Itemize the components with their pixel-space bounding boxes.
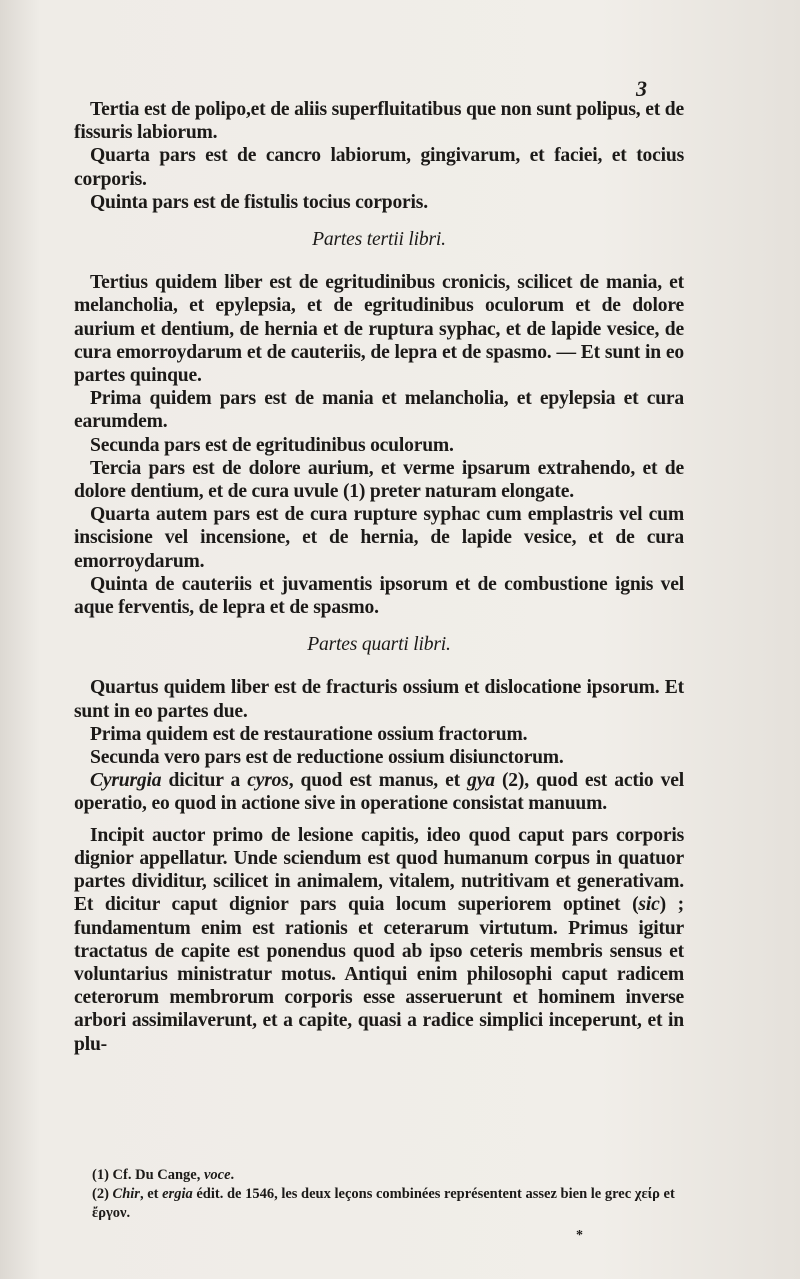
section-title-book3: Partes tertii libri.: [312, 229, 446, 251]
page-number: 3: [636, 76, 647, 101]
ergia-word: ergia: [162, 1186, 193, 1202]
book3-part1: Prima quidem pars est de mania et melancholia, et epylepsia et cura earumdem.: [74, 388, 684, 433]
cyrurgia-paragraph: [74, 769, 684, 815]
book3-intro: Tertius quidem liber est de egritudinibus cronicis, scilicet de mania, et melancholia, et epylepsia, et de egritudinibus oculorum et de dolore aurium et dentium, de hernia et de ruptura syphac, et de lapide vesice, de cura emorroydarum et de cauteriis, de lepra et de spasmo. — Et sunt in eo partes quinque.: [74, 272, 684, 387]
cyrurgia-text-2: , quod est manus, et: [288, 770, 468, 792]
book3-part2: Secunda pars est de egritudinibus oculorum.: [90, 434, 454, 456]
footnote-1-text: Cf. Du Cange,: [108, 1167, 204, 1183]
book4-intro: Quartus quidem liber est de fracturis ossium et dislocatione ipsorum. Et sunt in eo partes due.: [74, 677, 684, 722]
book3-part5: Quinta de cauteriis et juvamentis ipsorum et de combustione ignis vel aque ferventis, de lepra et de spasmo.: [74, 573, 684, 619]
cyrurgia-word: Cyrurgia: [90, 770, 162, 792]
cyros-word: cyros: [247, 770, 289, 792]
footnote-1-end: .: [230, 1167, 235, 1183]
footnote-1: [92, 1166, 692, 1185]
footnote-1-number: (1): [92, 1167, 109, 1183]
book3-part4: Quarta autem pars est de cura rupture syphac cum emplastris vel cum inscisione vel incensione, et de hernia, de lapide vesice, et de cura emorroydarum.: [74, 504, 684, 572]
sic-word: sic: [638, 894, 660, 916]
incipit-text-2: ) ; fundamentum enim est rationis et ceterarum virtutum. Primus igitur tractatus de capite est ponendus quod ab ipso ceteris membris sensus et voluntarius ministratur motus. Antiqui enim philosophi caput radicem ceterorum membrorum corporis esse asseruerunt et hominem inverse arbori assimilaverunt, et a capite, quasi a radice simplici inceperunt, et in plu-: [74, 894, 684, 1055]
gya-word: gya: [467, 770, 495, 792]
signature-mark: *: [576, 1228, 583, 1243]
book3-part3: Tercia pars est de dolore aurium, et verme ipsarum extrahendo, et de dolore dentium, et de cura uvule (1) preter naturam elongate.: [74, 457, 684, 503]
book4-part1: Prima quidem est de restauratione ossium fractorum.: [90, 723, 528, 745]
section-title-book4: Partes quarti libri.: [307, 634, 451, 656]
footnotes: [92, 1166, 692, 1223]
book4-part2: Secunda vero pars est de reductione ossium disiunctorum.: [90, 747, 564, 769]
cyrurgia-text-1: dicitur a: [161, 770, 248, 792]
footnote-2-end: .: [126, 1205, 131, 1221]
paragraph-tertia: Tertia est de polipo,et de aliis superfluitatibus que non sunt polipus, et de fissuris labiorum.: [74, 99, 684, 144]
paragraph-quinta: Quinta pars est de fistulis tocius corporis.: [90, 191, 428, 213]
greek-words: χείρ et ἔργον: [92, 1186, 675, 1221]
footnote-2: [92, 1185, 692, 1223]
chir-word: Chir: [112, 1186, 140, 1202]
paragraph-quarta: Quarta pars est de cancro labiorum, gingivarum, et faciei, et tocius corporis.: [74, 145, 684, 190]
main-text: [74, 98, 684, 1056]
footnote-1-italic: voce: [203, 1167, 231, 1183]
footnote-2-text-2: édit. de 1546, les deux leçons combinées représentent assez bien le grec: [192, 1186, 635, 1202]
incipit-text-1: Incipit auctor primo de lesione capitis, ideo quod caput pars corporis dignior appellatur. Unde sciendum est quod humanum corpus in quatuor partes dividitur, scilicet in animalem, vitalem, nutritivam et generativam. Et dicitur caput dignior pars quia locum superiorem optinet (: [74, 824, 684, 916]
cyrurgia-text-3: (2), quod est actio vel operatio, eo quod in actione sive in operatione consistat manuum.: [74, 770, 685, 815]
footnote-2-number: (2): [92, 1186, 109, 1202]
footnote-2-text-1: , et: [139, 1186, 163, 1202]
incipit-paragraph: [74, 824, 684, 1056]
